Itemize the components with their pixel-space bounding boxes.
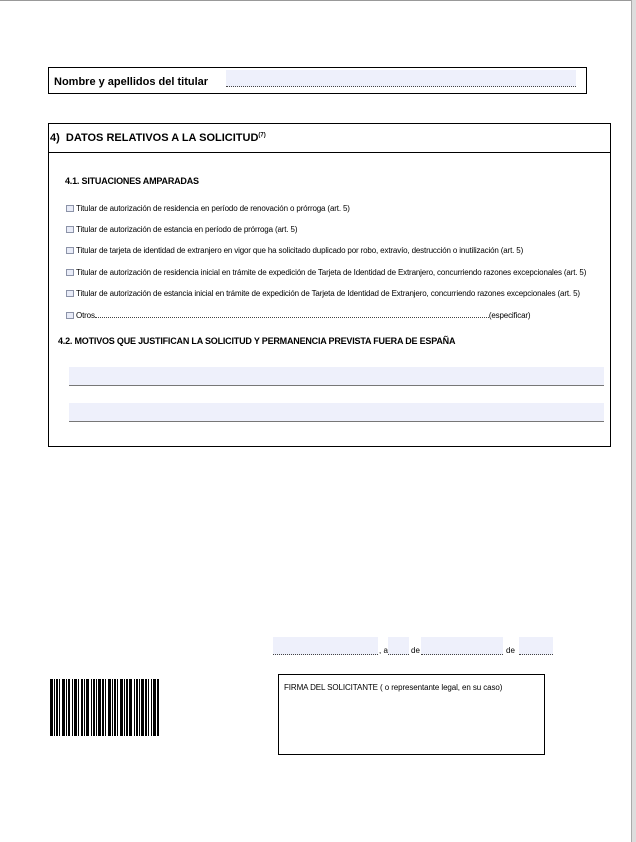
motivos-title: 4.2. MOTIVOS QUE JUSTIFICAN LA SOLICITUD Y PERMANENCIA PREVISTA FUERA DE ESPAÑA [58, 336, 456, 346]
option-residencia-inicial[interactable] [66, 268, 586, 278]
section-4-header [49, 124, 610, 153]
barcode-bar [145, 679, 147, 736]
barcode-bar [102, 679, 104, 736]
barcode-bar [112, 679, 113, 736]
barcode-bar [105, 679, 106, 736]
otros-label: Otros [76, 311, 95, 320]
page-top-border [0, 0, 636, 1]
barcode-bar [108, 679, 111, 736]
section-title-text: DATOS RELATIVOS A LA SOLICITUD [65, 132, 259, 144]
barcode-bar [98, 679, 101, 736]
barcode-bar [141, 679, 144, 736]
section-title-note: (7) [258, 132, 266, 139]
barcode-bar [50, 679, 53, 736]
barcode-bar [157, 679, 159, 736]
checkbox-icon[interactable] [66, 247, 74, 254]
barcode-bar [126, 679, 128, 736]
date-de-label-2: de [506, 646, 515, 655]
page-right-border [631, 0, 632, 842]
date-a-label: , a [379, 646, 388, 655]
barcode-bar [124, 679, 125, 736]
titular-box [48, 67, 587, 94]
section-4-box [48, 123, 611, 447]
date-line [273, 637, 563, 657]
checkbox-icon[interactable] [66, 205, 74, 212]
barcode-bar [93, 679, 95, 736]
titular-name-field[interactable] [226, 70, 576, 87]
barcode-bar [136, 679, 138, 736]
barcode-bar [139, 679, 140, 736]
firma-box[interactable] [278, 674, 545, 755]
date-de-label-1: de [411, 646, 420, 655]
barcode-bar [74, 679, 77, 736]
barcode-bar [117, 679, 118, 736]
barcode-bar [120, 679, 123, 736]
option-label: Titular de autorización de estancia inicial en trámite de expedición de Tarjeta de Identidad de Extranjero, concurriendo razones excepcionales (art. 5) [76, 289, 580, 298]
otros-field[interactable] [95, 309, 489, 318]
barcode [50, 679, 240, 736]
place-field[interactable] [273, 637, 378, 655]
barcode-bar [134, 679, 135, 736]
option-label: Titular de autorización de residencia en período de renovación o prórroga (art. 5) [76, 204, 350, 213]
barcode-bar [153, 679, 156, 736]
barcode-bar [86, 679, 89, 736]
section-number: 4) [50, 132, 60, 144]
barcode-bar [129, 679, 132, 736]
barcode-bar [96, 679, 97, 736]
page-right-shadow [632, 0, 636, 842]
barcode-bar [81, 679, 83, 736]
checkbox-icon[interactable] [66, 290, 74, 297]
otros-suffix: (especificar) [488, 311, 531, 320]
month-field[interactable] [421, 637, 503, 655]
option-duplicado[interactable] [66, 246, 523, 256]
barcode-bar [84, 679, 85, 736]
barcode-bar [78, 679, 79, 736]
option-prorroga-estancia[interactable] [66, 225, 297, 235]
barcode-bar [54, 679, 55, 736]
option-otros[interactable] [66, 309, 530, 319]
option-renovacion[interactable] [66, 204, 350, 214]
barcode-bar [62, 679, 65, 736]
titular-label: Nombre y apellidos del titular [54, 76, 209, 88]
barcode-bar [66, 679, 67, 736]
barcode-bar [56, 679, 58, 736]
checkbox-icon[interactable] [66, 312, 74, 319]
barcode-bar [151, 679, 152, 736]
day-field[interactable] [388, 637, 409, 655]
option-label: Titular de autorización de estancia en período de prórroga (art. 5) [76, 225, 298, 234]
section-4-title [50, 132, 266, 144]
checkbox-icon[interactable] [66, 269, 74, 276]
year-field[interactable] [519, 637, 553, 655]
barcode-bar [72, 679, 73, 736]
motivo-line-2[interactable] [69, 403, 604, 422]
option-label: Titular de tarjeta de identidad de extranjero en vigor que ha solicitado duplicado por robo, extravío, destrucción o inutilización (art. 5) [76, 246, 524, 255]
motivo-line-1[interactable] [69, 367, 604, 386]
barcode-bar [91, 679, 92, 736]
option-label: Titular de autorización de residencia inicial en trámite de expedición de Tarjeta de Identidad de Extranjero, concurriendo razones excepcionales (art. 5) [76, 268, 587, 277]
situaciones-title: 4.1. SITUACIONES AMPARADAS [65, 176, 199, 186]
barcode-bar [148, 679, 149, 736]
checkbox-icon[interactable] [66, 226, 74, 233]
barcode-bar [68, 679, 70, 736]
barcode-bar [59, 679, 60, 736]
option-estancia-inicial[interactable] [66, 289, 580, 299]
firma-label: FIRMA DEL SOLICITANTE ( o representante legal, en su caso) [284, 683, 503, 692]
barcode-bar [114, 679, 116, 736]
